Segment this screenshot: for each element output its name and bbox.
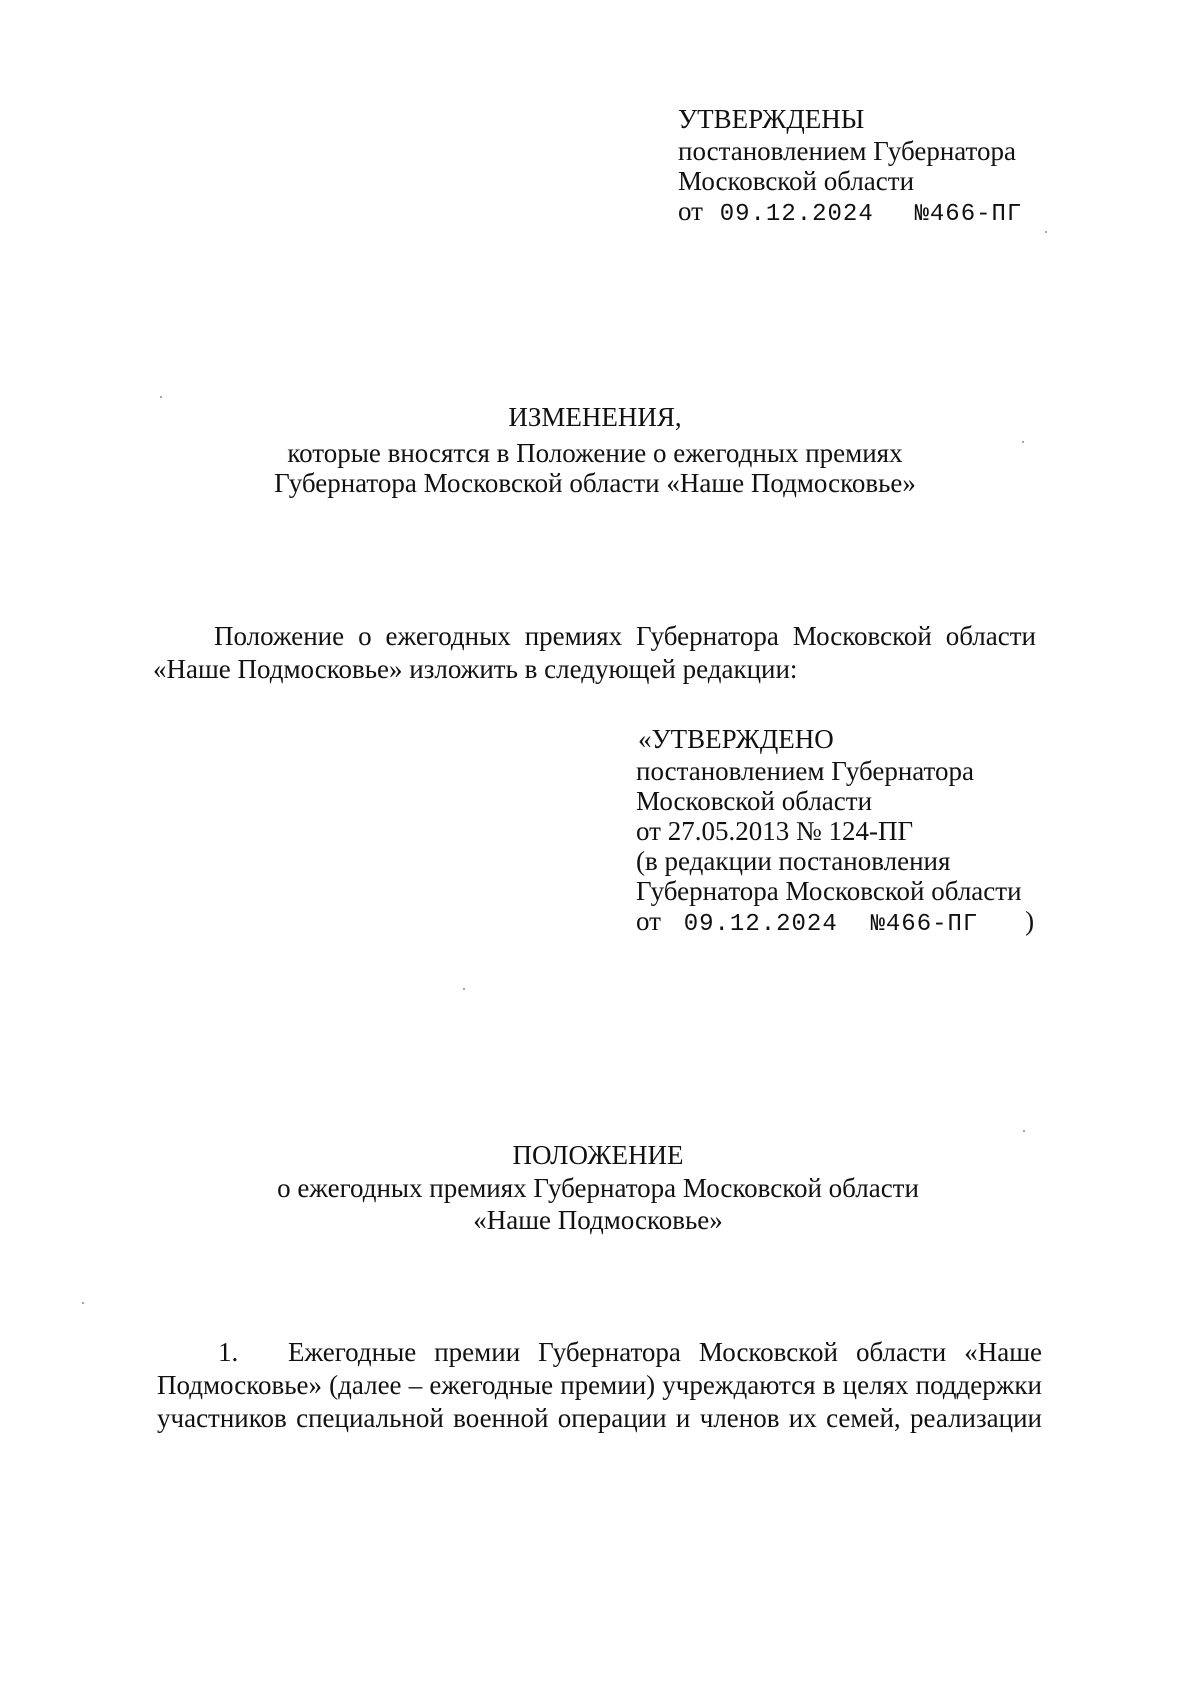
approved-line-1: постановлением Губернатора (636, 756, 974, 786)
approved-line-5: Губернатора Московской области (636, 876, 1022, 906)
changes-title: ИЗМЕНЕНИЯ, (508, 402, 682, 432)
clause-line-1: Ежегодные премии Губернатора Московской области «Наше (288, 1337, 1042, 1367)
scan-speck (160, 396, 162, 398)
clause-line-3: участников специальной военной операции и членов их семей, реализации (157, 1403, 1042, 1433)
approval-number: №466-ПГ (914, 201, 1023, 228)
scan-speck (82, 1302, 84, 1304)
scan-speck (463, 988, 465, 990)
approved-number: №466-ПГ (870, 911, 979, 938)
regulation-line-1: о ежегодных премиях Губернатора Московской области (277, 1173, 919, 1203)
changes-line-2: Губернатора Московской области «Наше Подмосковье» (274, 468, 916, 498)
approved-date: 09.12.2024 (683, 911, 838, 938)
approval-date-line (678, 196, 1022, 230)
clause-line-2: Подмосковье» (далее – ежегодные премии) учреждаются в целях поддержки (157, 1370, 1042, 1400)
approved-line-3: от 27.05.2013 № 124-ПГ (636, 816, 914, 846)
approved-date-line (636, 906, 1034, 940)
intro-line-1: Положение о ежегодных премиях Губернатора Московской области (214, 621, 1036, 651)
changes-line-1: которые вносятся в Положение о ежегодных премиях (287, 438, 903, 468)
approval-date: 09.12.2024 (719, 201, 874, 228)
regulation-line-2: «Наше Подмосковье» (473, 1205, 723, 1235)
approval-line-2: Московской области (678, 166, 915, 196)
intro-line-2: «Наше Подмосковье» изложить в следующей редакции: (153, 654, 798, 684)
approval-title: УТВЕРЖДЕНЫ (678, 104, 865, 134)
approval-line-1: постановлением Губернатора (678, 136, 1016, 166)
approved-title: «УТВЕРЖДЕНО (638, 724, 834, 754)
scan-speck (1022, 441, 1024, 443)
approved-line-2: Московской области (636, 786, 873, 816)
approved-date-prefix: от (636, 906, 661, 936)
regulation-title: ПОЛОЖЕНИЕ (512, 1140, 684, 1170)
scan-speck (1023, 1130, 1025, 1132)
approved-closing-paren: ) (1025, 906, 1035, 936)
scan-speck (1045, 231, 1047, 233)
approval-date-prefix: от (678, 196, 703, 226)
approved-line-4: (в редакции постановления (636, 846, 951, 876)
clause-number: 1. (218, 1337, 239, 1367)
